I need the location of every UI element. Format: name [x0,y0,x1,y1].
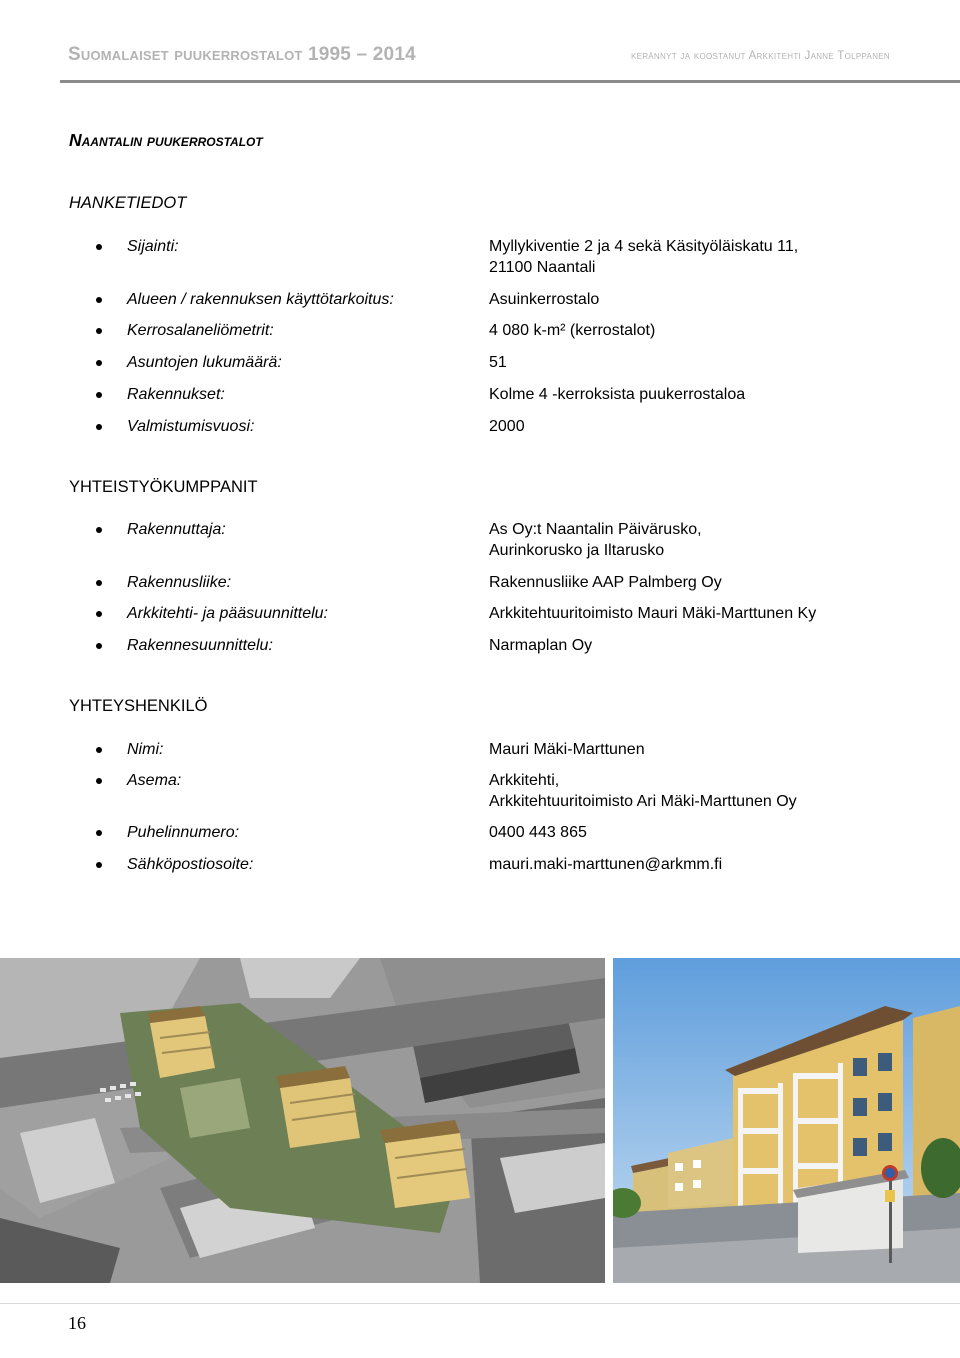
item-value-line2: 21100 Naantali [489,259,596,276]
item-label: Sähköpostiosoite: [127,856,254,873]
item-label: Nimi: [127,741,164,758]
bullet-icon [96,244,102,250]
publication-author: kerännyt ja koostanut Arkkitehti Janne Tolppanen [630,50,890,62]
section-title-yhteyshenkilo: YHTEYSHENKILÖ [69,697,208,715]
bullet-icon [96,862,102,868]
section-title-hanketiedot: HANKETIEDOT [69,194,187,212]
bullet-icon [96,830,102,836]
item-value: Arkkitehtuuritoimisto Mauri Mäki-Marttunen Ky [489,605,817,622]
item-label: Valmistumisvuosi: [127,418,255,435]
bullet-icon [96,297,102,303]
item-value: Kolme 4 -kerroksista puukerrostaloa [489,386,746,403]
item-value: Rakennusliike AAP Palmberg Oy [489,574,722,591]
item-value: 0400 443 865 [489,824,587,841]
item-value: 2000 [489,418,525,435]
item-value: mauri.maki-marttunen@arkmm.fi [489,856,723,873]
bullet-icon [96,527,102,533]
bullet-icon [96,778,102,784]
item-label: Rakennusliike: [127,574,232,591]
item-value: 51 [489,354,507,371]
publication-title: Suomalaiset puukerrostalot 1995 – 2014 [68,44,416,65]
footer-divider [0,1303,960,1304]
item-label: Rakennuttaja: [127,521,226,538]
item-value: Asuinkerrostalo [489,291,600,308]
item-label: Sijainti: [127,238,179,255]
bullet-icon [96,392,102,398]
page-number: 16 [68,1313,86,1333]
item-label: Puhelinnumero: [127,824,240,841]
item-label: Rakennukset: [127,386,225,403]
bullet-icon [96,611,102,617]
bullet-icon [96,747,102,753]
header-divider [60,80,960,83]
bullet-icon [96,360,102,366]
item-value: Myllykiventie 2 ja 4 sekä Käsityöläiskatu 11, [489,238,799,255]
bullet-icon [96,424,102,430]
bullet-icon [96,643,102,649]
street-view-photo [613,958,960,1283]
bullet-icon [96,328,102,334]
item-value: As Oy:t Naantalin Päivärusko, [489,521,702,538]
item-value: Mauri Mäki-Marttunen [489,741,645,758]
aerial-site-photo [0,958,605,1283]
item-label: Kerrosalaneliömetrit: [127,322,274,339]
item-value-line2: Aurinkorusko ja Iltarusko [489,542,665,559]
item-value: Arkkitehti, [489,772,560,789]
item-label: Rakennesuunnittelu: [127,637,273,654]
item-label: Asema: [127,772,182,789]
section-title-yhteistyokumppanit: YHTEISTYÖKUMPPANIT [69,478,258,496]
page-title: Naantalin puukerrostalot [69,130,263,150]
page-header [68,44,890,74]
item-value-line2: Arkkitehtuuritoimisto Ari Mäki-Marttunen Oy [489,793,797,810]
item-value: 4 080 k-m² (kerrostalot) [489,322,656,339]
item-value: Narmaplan Oy [489,637,593,654]
item-label: Alueen / rakennuksen käyttötarkoitus: [127,291,394,308]
item-label: Arkkitehti- ja pääsuunnittelu: [127,605,328,622]
item-label: Asuntojen lukumäärä: [127,354,282,371]
bullet-icon [96,580,102,586]
